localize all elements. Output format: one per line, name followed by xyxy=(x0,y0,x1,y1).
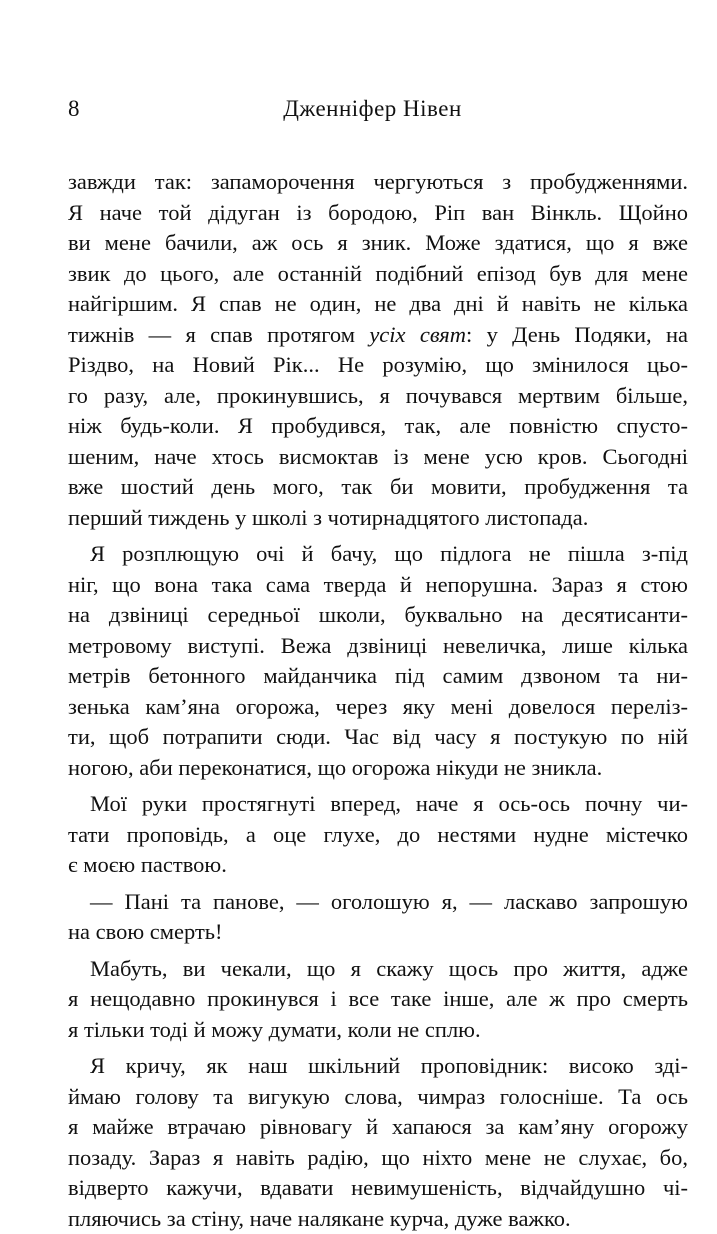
text-line: го разу, але, прокинувшись, я почувався мертвим більше, xyxy=(68,381,688,412)
text-line: звик до цього, але останній подібний епізод був для мене xyxy=(68,259,688,290)
paragraph-1 xyxy=(68,167,688,533)
paragraph-5 xyxy=(68,954,688,1046)
page-number: 8 xyxy=(68,94,80,124)
text-line: тати проповідь, а оце глухе, до нестями нудне містечко xyxy=(68,820,688,851)
text-line: метрів бетонного майданчика під самим дзвоном та ни- xyxy=(68,661,688,692)
text-line: метровому виступі. Вежа дзвіниці невеличка, лише кілька xyxy=(68,631,688,662)
text-line: ви мене бачили, аж ось я зник. Може здатися, що я вже xyxy=(68,228,688,259)
text-line: відверто кажучи, вдавати невимушеність, відчайдушно чі- xyxy=(68,1173,688,1204)
text-line: ніж будь-коли. Я пробудився, так, але повністю спусто- xyxy=(68,411,688,442)
text-line: найгіршим. Я спав не один, не два дні й навіть не кілька xyxy=(68,289,688,320)
running-head xyxy=(68,94,677,124)
text-line: я тільки тоді й можу думати, коли не сплю. xyxy=(68,1015,688,1046)
italic-phrase: усіх свят xyxy=(369,322,466,347)
text-line: є моєю паствою. xyxy=(68,850,688,881)
text-line: Я наче той дідуган із бородою, Ріп ван Вінкль. Щойно xyxy=(68,198,688,229)
paragraph-2 xyxy=(68,539,688,783)
text-segment: тижнів — я спав протягом xyxy=(68,322,369,347)
text-line: вже шостий день мого, так би мовити, пробудження та xyxy=(68,472,688,503)
text-line: завжди так: запаморочення чергуються з пробудженнями. xyxy=(68,167,688,198)
paragraph-3 xyxy=(68,789,688,881)
text-line: Мої руки простягнуті вперед, наче я ось-ось почну чи- xyxy=(68,789,688,820)
text-line: Я кричу, як наш шкільний проповідник: високо зді- xyxy=(68,1051,688,1082)
text-line: на свою смерть! xyxy=(68,917,688,948)
body-text xyxy=(68,167,688,1234)
text-line: ти, щоб потрапити сюди. Час від часу я постукую по ній xyxy=(68,722,688,753)
text-line: Я розплющую очі й бачу, що підлога не пішла з-під xyxy=(68,539,688,570)
text-line: — Пані та панове, — оголошую я, — ласкаво запрошую xyxy=(68,887,688,918)
text-line xyxy=(68,320,688,351)
text-line: Різдво, на Новий Рік... Не розумію, що змінилося цьо- xyxy=(68,350,688,381)
text-line: перший тиждень у школі з чотирнадцятого листопада. xyxy=(68,503,688,534)
paragraph-6 xyxy=(68,1051,688,1234)
text-line: я нещодавно прокинувся і все таке інше, але ж про смерть xyxy=(68,984,688,1015)
text-line: ймаю голову та вигукую слова, чимраз голосніше. Та ось xyxy=(68,1082,688,1113)
text-line: ногою, аби переконатися, що огорожа нікуди не зникла. xyxy=(68,753,688,784)
text-line: пляючись за стіну, наче налякане курча, дуже важко. xyxy=(68,1204,688,1234)
text-line: Мабуть, ви чекали, що я скажу щось про життя, адже xyxy=(68,954,688,985)
text-line: ніг, що вона така сама тверда й непорушна. Зараз я стою xyxy=(68,570,688,601)
text-line: я майже втрачаю рівновагу й хапаюся за кам’яну огорожу xyxy=(68,1112,688,1143)
running-title: Дженніфер Нівен xyxy=(68,94,677,124)
text-line: на дзвіниці середньої школи, буквально на десятисанти- xyxy=(68,600,688,631)
text-line: шеним, наче хтось висмоктав із мене усю кров. Сьогодні xyxy=(68,442,688,473)
paragraph-4 xyxy=(68,887,688,948)
text-line: позаду. Зараз я навіть радію, що ніхто мене не слухає, бо, xyxy=(68,1143,688,1174)
text-line: зенька кам’яна огорожа, через яку мені довелося перелiз- xyxy=(68,692,688,723)
text-segment: : у День Подяки, на xyxy=(466,322,688,347)
